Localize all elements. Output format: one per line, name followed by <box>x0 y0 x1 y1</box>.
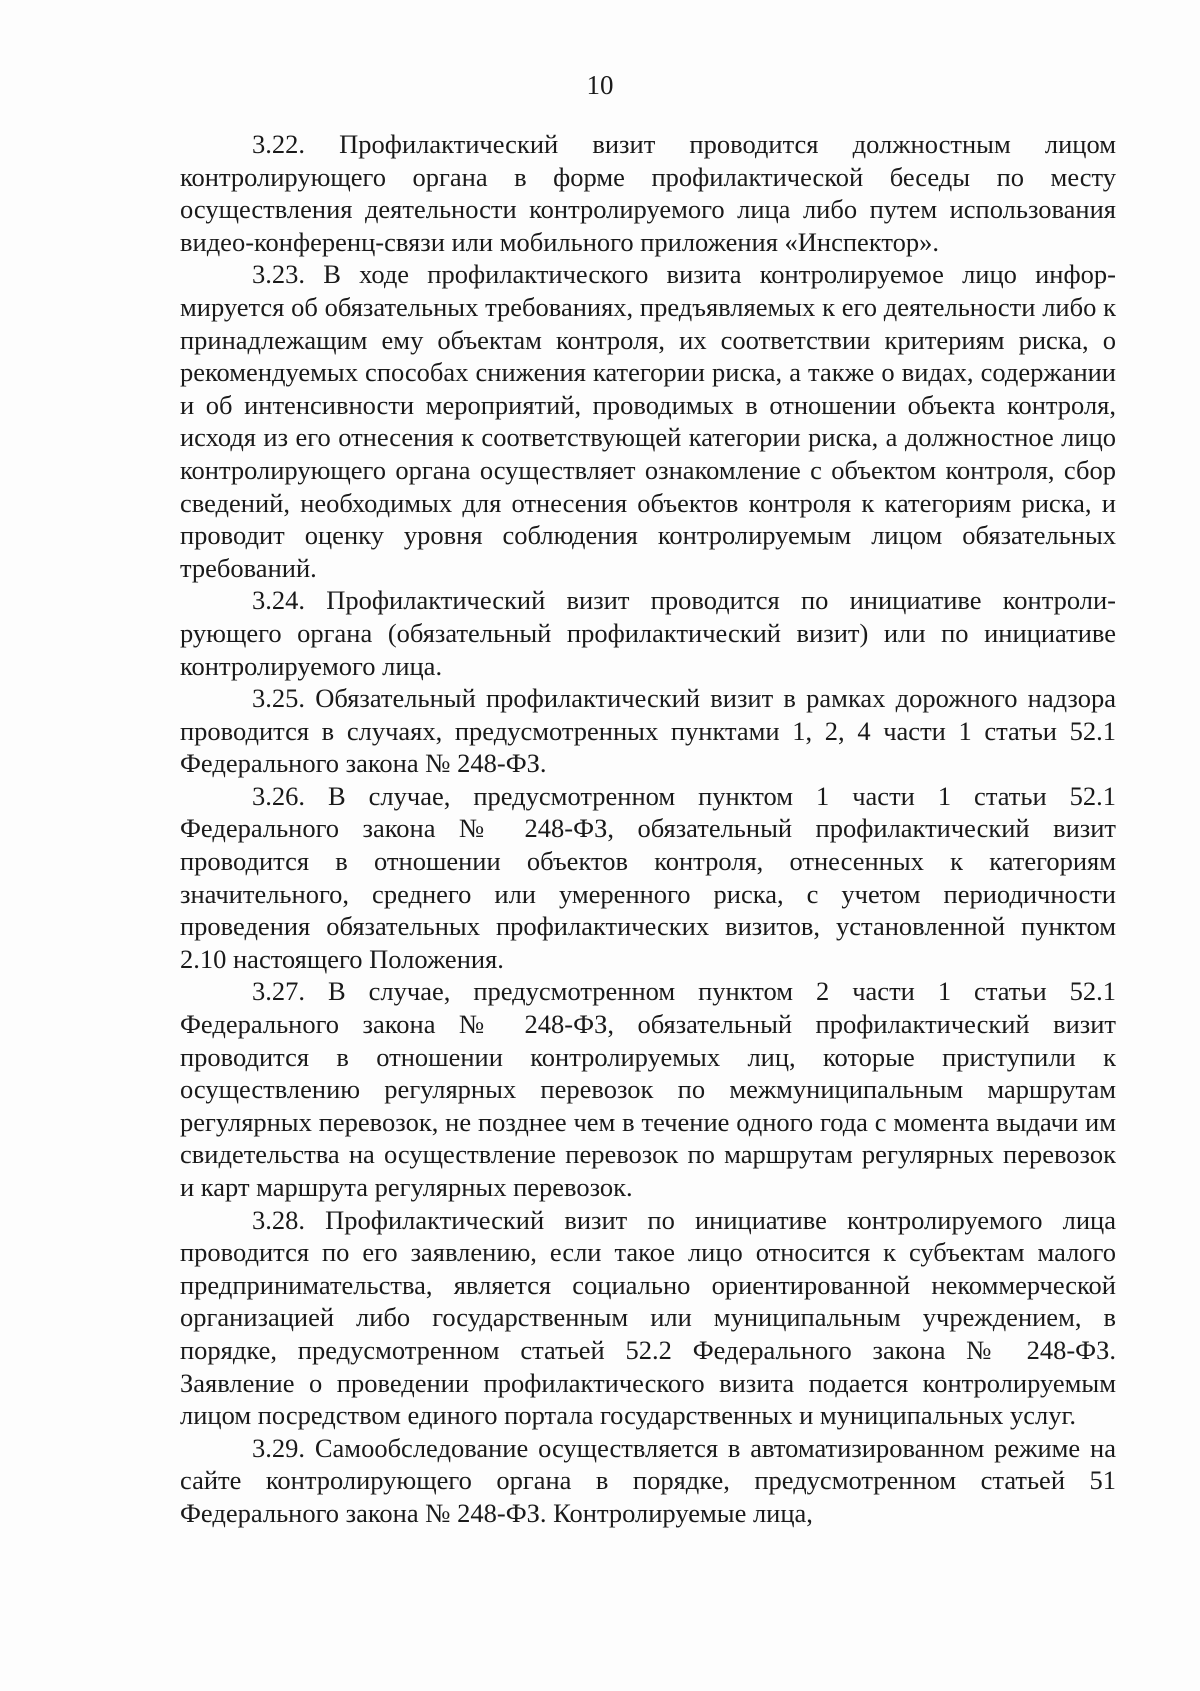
paragraph-3-28: 3.28. Профилактический визит по инициативе контролируемого лица проводится по его заявлению, если такое лицо относится к субъектам малого предпринимательства, является социально ориентированной некоммерческой организацией либо государственным или муниципальным учреждением, в порядке, предусмотренном статьей 52.2 Федерального закона № 248-ФЗ. Заявление о проведении профилактического визита подается контролируемым лицом посредством единого портала государственных и муниципальных услуг. <box>180 1204 1116 1431</box>
paragraph-3-26: 3.26. В случае, предусмотренном пунктом 1 части 1 статьи 52.1 Федерального закона № 248-ФЗ, обязательный профилактический визит проводится в отношении объектов контроля, отнесенных к категориям значительного, среднего или умеренного риска, с учетом периодичности проведения обязательных профилактических визитов, установленной пунктом 2.10 настоящего Положения. <box>180 780 1116 974</box>
paragraph-3-24: 3.24. Профилактический визит проводится по инициативе контролирующего органа (обязательный профилактический визит) или по инициативе контролируемого лица. <box>180 585 1116 681</box>
paragraph-3-22: 3.22. Профилактический визит проводится должностным лицом контролирующего органа в форме профилактической беседы по месту осуществления деятельности контролируемого лица либо путем использования видео-конференц-связи или мобильного приложения «Инспектор». <box>180 129 1116 257</box>
paragraph-3-23: 3.23. В ходе профилактического визита контролируемое лицо информируется об обязательных требованиях, предъявляемых к его деятельности либо к принадлежащим ему объектам контроля, их соответствии критериям риска, о рекомендуемых способах снижения категории риска, а также о видах, содержании и об интенсивности мероприятий, проводимых в отношении объекта контроля, исходя из его отнесения к соответствующей категории риска, а должностное лицо контролирующего органа осуществляет ознакомление с объектом контроля, сбор сведений, необходимых для отнесения объектов контроля к категориям риска, и проводит оценку уровня соблюдения контролируемым лицом обязательных требований. <box>180 259 1116 583</box>
document-body <box>180 128 1116 1530</box>
page-number: 10 <box>586 70 614 100</box>
paragraph-3-27: 3.27. В случае, предусмотренном пунктом 2 части 1 статьи 52.1 Федерального закона № 248-ФЗ, обязательный профилактический визит проводится в отношении контролируемых лиц, которые приступили к осуществлению регулярных перевозок по межмуниципальным маршрутам регулярных перевозок, не позднее чем в течение одного года с момента выдачи им свидетельства на осуществление перевозок по маршрутам регулярных перевозок и карт маршрута регулярных перевозок. <box>180 976 1116 1202</box>
paragraph-3-29: 3.29. Самообследование осуществляется в автоматизированном режиме на сайте контролирующего органа в порядке, предусмотренном статьей 51 Федерального закона № 248-ФЗ. Контролируемые лица, <box>180 1432 1116 1528</box>
paragraph-3-25: 3.25. Обязательный профилактический визит в рамках дорожного надзора проводится в случаях, предусмотренных пунктами 1, 2, 4 части 1 статьи 52.1 Федерального закона № 248-ФЗ. <box>180 683 1116 779</box>
